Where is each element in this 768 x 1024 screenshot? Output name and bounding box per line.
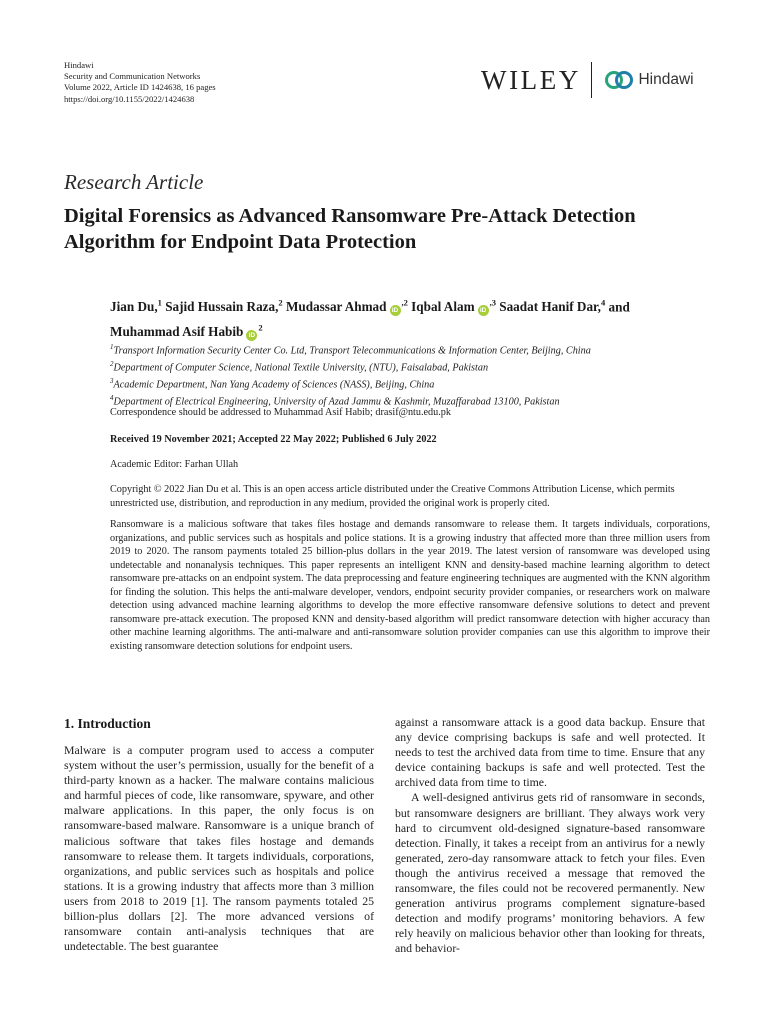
author: Mudassar Ahmad $iD^{,2}$	[285, 298, 408, 315]
abstract: Ransomware is a malicious software that takes files hostage and demands ransomware to release them. It targets individuals, corporations, organizations, and public services such as hospitals and police stations. It is a growing industry that affected more than three million users from 2019 to 2020. The ransom payments totaled 25 billion-plus dollars in the year 2019. The latest version of ransomware was developed using undetectable and nonanalysis techniques. This paper represents an intelligent KNN and density-based machine learning algorithm to detect ransomware pre-attacks on an endpoint system. The data preprocessing and feature engineering techniques are augmented with the KNN algorithm for finding the solution. This helps the anti-malware developer, vendors, endpoint security provider companies, or researchers work on malware detection using advanced machine learning algorithms to develop the more effective ransomware defensive solutions to detect and prevent ransomware pre-attack execution. The proposed KNN and density-based algorithm will predict ransomware detection with higher accuracy than other machine learning algorithms. The anti-malware and anti-ransomware solution provider companies can use this algorithm to improve their existing ransomware detection solutions for endpoint users.	[110, 519, 710, 652]
author: Saadat Hanif Dar,$^4$	[499, 298, 606, 315]
body-column-right	[395, 715, 705, 957]
body-paragraph: against a ransomware attack is a good data backup. Ensure that any device comprising backups is safe and well protected. It needs to test the archived data from time to time. Ensure that any device containing backups is safe and well protected. Test the archived data from time to time.	[395, 715, 705, 790]
author: Sajid Hussain Raza,$^2$	[165, 298, 283, 315]
author: Jian Du,$^1$	[110, 298, 162, 315]
orcid-icon[interactable]: iD	[246, 330, 257, 341]
affiliation: $^4$Department of Electrical Engineering, University of Azad Jammu & Kashmir, Muzaffarabad 13100, Pakistan	[110, 393, 560, 408]
hindawi-logo-icon	[604, 70, 634, 90]
article-type: Research Article	[64, 170, 204, 194]
wiley-logo: WILEY	[481, 64, 581, 95]
academic-editor: Academic Editor: Farhan Ullah	[110, 459, 239, 470]
body-paragraph: A well-designed antivirus gets rid of ransomware in seconds, but ransomware designers are brilliant. They always work very hard to circumvent old-designed signature-based ransomware detection. Finally, it takes a receipt from an antivirus for a newly generated, zero-day ransomware attack to fetch your files. Even though the antivirus received a message that removed the ransomware, the files could not be recovered permanently. New generation antivirus programs complement signature-based detection and modify programs’ monitoring behaviors. A few rely heavily on malicious behavior other than looking for threats, and behavior-	[395, 790, 705, 956]
affiliation: $^3$Academic Department, Nan Yang Academy of Sciences (NASS), Beijing, China	[110, 376, 435, 391]
author: Muhammad Asif Habib $iD^2$	[110, 322, 263, 339]
correspondence-note: Correspondence should be addressed to Muhammad Asif Habib; drasif@ntu.edu.pk	[110, 407, 451, 418]
journal-name: Security and Communication Networks	[64, 71, 201, 82]
copyright-notice: Copyright © 2022 Jian Du et al. This is an open access article distributed under the Creative Commons Attribution License, which permits unrestricted use, distribution, and reproduction in any medium, provided the original work is properly cited.	[110, 484, 675, 509]
paper-title: Digital Forensics as Advanced Ransomware Pre-Attack Detection Algorithm for Endpoint Data Protection	[64, 205, 636, 253]
hindawi-logo-text: Hindawi	[638, 71, 694, 88]
affiliation-list	[110, 341, 710, 409]
orcid-icon[interactable]: iD	[390, 305, 401, 316]
publication-dates: Received 19 November 2021; Accepted 22 May 2022; Published 6 July 2022	[110, 434, 437, 445]
affiliation: $^1$Transport Information Security Center Co. Ltd, Transport Telecommunications & Information Center, Beijing, China	[110, 343, 591, 357]
author-conjunction: and	[608, 299, 630, 315]
affiliation: $^2$Department of Computer Science, National Textile University, (NTU), Faisalabad, Pakistan	[110, 359, 489, 374]
author-list	[110, 293, 710, 342]
doi-link[interactable]: https://doi.org/10.1155/2022/1424638	[64, 93, 195, 104]
publisher-logos	[481, 60, 694, 100]
body-column-left	[64, 743, 374, 954]
author: Iqbal Alam $iD^{,3}$	[411, 298, 496, 315]
body-paragraph: Malware is a computer program used to access a computer system without the user’s permission, usually for the benefit of a third-party known as a hacker. The malware contains malicious and harmful pieces of code, like ransomware, spyware, and other malware applications. In this paper, the only focus is on ransomware-based malware. Ransomware is a unique branch of malicious software that takes files hostage and demands ransomware to release them. It targets individuals, corporations, organizations, and public services such as hospitals and police stations. It is a growing industry that affects more than 3 million users from 2018 to 2019 [1]. The ransom payments totaled 25 billion-plus dollars [2]. The more advanced versions of ransomware contain anti-analysis techniques that are undetectable. The best guarantee	[64, 743, 374, 954]
journal-header-meta	[64, 60, 216, 105]
section-heading: 1. Introduction	[64, 716, 151, 731]
publisher-name: Hindawi	[64, 60, 94, 70]
logo-divider	[591, 62, 593, 98]
orcid-icon[interactable]: iD	[478, 305, 489, 316]
volume-line: Volume 2022, Article ID 1424638, 16 pages	[64, 82, 216, 93]
